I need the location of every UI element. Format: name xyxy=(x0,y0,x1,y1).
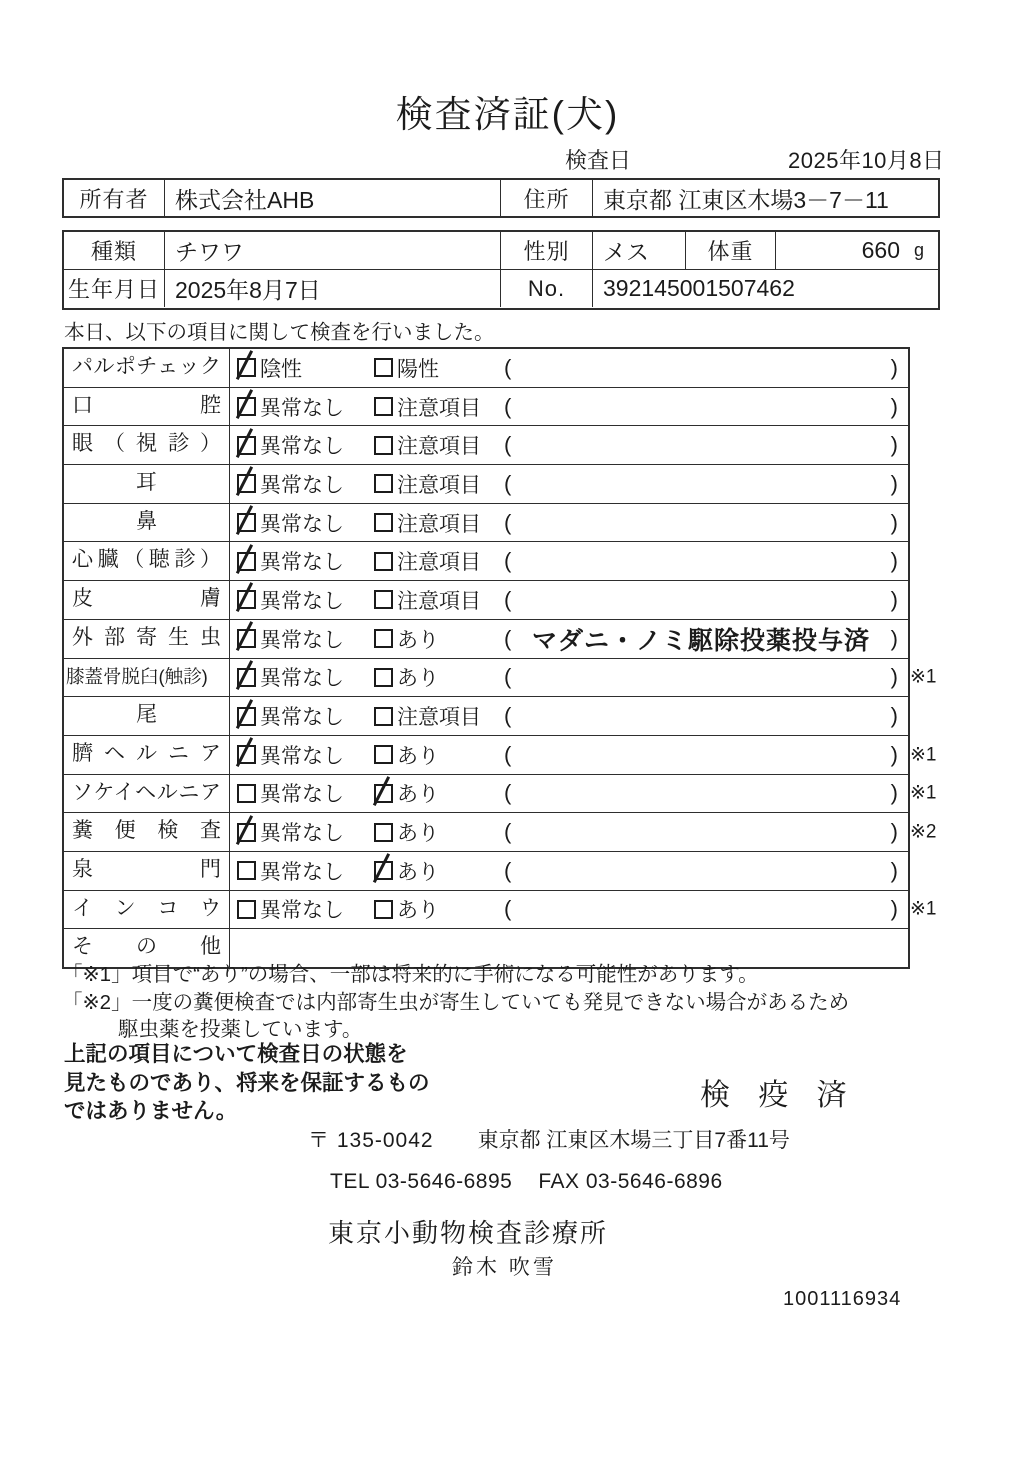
option-group-1 xyxy=(237,740,374,770)
row-content xyxy=(230,736,908,774)
row-label: 心臓（聴診） xyxy=(64,542,230,580)
option-2-label: あり xyxy=(397,667,439,691)
option-1-label: 異常なし xyxy=(260,860,344,884)
remarks-field xyxy=(504,621,908,657)
option-2-label: 陽性 xyxy=(397,357,439,381)
option-group-1 xyxy=(237,546,374,576)
dob-label: 生年月日 xyxy=(64,270,165,307)
option-group-2 xyxy=(374,701,504,731)
intro-text: 本日、以下の項目に関して検査を行いました。 xyxy=(64,321,495,344)
checkbox-option-1 xyxy=(237,629,256,648)
close-paren: ) xyxy=(890,857,898,883)
row-content xyxy=(230,620,908,658)
row-label: 外部寄生虫 xyxy=(64,620,230,658)
row-content xyxy=(230,426,908,464)
open-paren: ( xyxy=(504,741,512,767)
row-content xyxy=(230,659,908,697)
checklist-row xyxy=(64,736,937,775)
close-paren: ) xyxy=(890,354,898,380)
footnote-2: 「※2」一度の糞便検査では内部寄生虫が寄生していても発見できない場合があるため xyxy=(62,991,850,1014)
option-group-2 xyxy=(374,856,504,886)
close-paren: ) xyxy=(890,393,898,419)
open-paren: ( xyxy=(504,586,512,612)
checklist-row xyxy=(64,852,908,891)
checkbox-option-2 xyxy=(374,590,393,609)
row-label: その他 xyxy=(64,929,230,967)
checklist-row xyxy=(64,620,908,659)
remarks-field xyxy=(504,819,908,845)
option-group-1 xyxy=(237,701,374,731)
sex-label: 性別 xyxy=(501,232,593,269)
option-group-2 xyxy=(374,546,504,576)
checkbox-option-1 xyxy=(237,436,256,455)
remarks-field xyxy=(504,664,908,690)
open-paren: ( xyxy=(504,780,512,806)
row-label: 膝蓋骨脱臼(触診) xyxy=(64,659,230,697)
checkbox-option-2 xyxy=(374,436,393,455)
close-paren: ) xyxy=(890,548,898,574)
open-paren: ( xyxy=(504,625,512,651)
close-paren: ) xyxy=(890,741,898,767)
row-content xyxy=(230,581,908,619)
owner-value: 株式会社AHB xyxy=(165,180,501,217)
checkbox-option-2 xyxy=(374,823,393,842)
option-group-1 xyxy=(237,624,374,654)
option-group-1 xyxy=(237,430,374,460)
checkbox-option-2 xyxy=(374,900,393,919)
checklist-row xyxy=(64,349,908,388)
row-label: 泉門 xyxy=(64,852,230,890)
row-label: 鼻 xyxy=(64,504,230,542)
option-2-label: 注意項目 xyxy=(397,512,481,536)
checklist-table xyxy=(62,347,937,969)
row-note: ※1 xyxy=(910,666,937,688)
checkbox-option-2 xyxy=(374,513,393,532)
remarks-field xyxy=(504,355,908,381)
clinic-tel-line xyxy=(330,1170,723,1194)
checklist-row xyxy=(64,659,937,698)
row-content xyxy=(230,542,908,580)
weight-value-cell xyxy=(776,232,938,269)
checklist-row xyxy=(64,581,908,620)
option-2-label: あり xyxy=(397,783,439,807)
breed-label: 種類 xyxy=(64,232,165,269)
open-paren: ( xyxy=(504,857,512,883)
option-2-label: あり xyxy=(397,744,439,768)
close-paren: ) xyxy=(890,509,898,535)
close-paren: ) xyxy=(890,703,898,729)
row-content xyxy=(230,504,908,542)
checklist-row xyxy=(64,697,908,736)
open-paren: ( xyxy=(504,393,512,419)
breed-value: チワワ xyxy=(165,232,501,269)
checkbox-option-2 xyxy=(374,784,393,803)
row-note: ※2 xyxy=(910,821,937,843)
checkbox-option-2 xyxy=(374,358,393,377)
option-group-1 xyxy=(237,469,374,499)
checkbox-option-2 xyxy=(374,707,393,726)
checkbox-option-1 xyxy=(237,552,256,571)
footnote-2-cont: 駆虫薬を投薬しています。 xyxy=(118,1018,363,1041)
remarks-field xyxy=(504,394,908,420)
option-2-label: 注意項目 xyxy=(397,396,481,420)
page-title: 検査済証(犬) xyxy=(395,94,620,135)
address-value: 東京都 江東区木場3－7－11 xyxy=(603,187,889,213)
owner-info-table xyxy=(62,178,940,218)
row-label: 耳 xyxy=(64,465,230,503)
checklist-row xyxy=(64,542,908,581)
close-paren: ) xyxy=(890,896,898,922)
close-paren: ) xyxy=(890,819,898,845)
footnote-1: 「※1」項目で“あり”の場合、一部は将来的に手術になる可能性があります。 xyxy=(62,963,759,986)
row-content xyxy=(230,813,908,851)
close-paren: ) xyxy=(890,432,898,458)
remarks-field xyxy=(504,703,908,729)
option-2-label: 注意項目 xyxy=(397,551,481,575)
open-paren: ( xyxy=(504,354,512,380)
row-label: 臍ヘルニア xyxy=(64,736,230,774)
option-group-2 xyxy=(374,469,504,499)
option-2-label: 注意項目 xyxy=(397,473,481,497)
checkbox-option-2 xyxy=(374,474,393,493)
disclaimer-line-3: ではありません。 xyxy=(64,1099,238,1123)
option-group-1 xyxy=(237,585,374,615)
checkbox-option-1 xyxy=(237,397,256,416)
checklist-row xyxy=(64,465,908,504)
option-1-label: 異常なし xyxy=(260,628,344,652)
checklist-row xyxy=(64,891,937,930)
checkbox-option-1 xyxy=(237,900,256,919)
row-label: パルポチェック xyxy=(64,349,230,387)
checkbox-option-1 xyxy=(237,513,256,532)
open-paren: ( xyxy=(504,548,512,574)
remarks-field xyxy=(504,742,908,768)
row-content xyxy=(230,891,908,929)
checkbox-option-2 xyxy=(374,745,393,764)
option-group-2 xyxy=(374,624,504,654)
document-number: 1001116934 xyxy=(783,1288,902,1310)
no-value: 392145001507462 xyxy=(603,275,795,301)
checkbox-option-1 xyxy=(237,861,256,880)
disclaimer xyxy=(64,1040,430,1126)
option-1-label: 異常なし xyxy=(260,899,344,923)
checkbox-option-1 xyxy=(237,474,256,493)
inspection-date-label: 検査日 xyxy=(565,148,632,173)
postal-code: 〒 135-0042 xyxy=(308,1129,434,1152)
checkbox-option-1 xyxy=(237,590,256,609)
option-1-label: 異常なし xyxy=(260,744,344,768)
close-paren: ) xyxy=(890,625,898,651)
option-group-2 xyxy=(374,778,504,808)
option-group-1 xyxy=(237,856,374,886)
option-group-2 xyxy=(374,508,504,538)
weight-value: 660 xyxy=(861,237,900,263)
open-paren: ( xyxy=(504,664,512,690)
checkbox-option-1 xyxy=(237,707,256,726)
row-note: ※1 xyxy=(910,782,937,804)
remarks-field xyxy=(504,896,908,922)
clinic-postal-line xyxy=(308,1124,790,1154)
option-1-label: 異常なし xyxy=(260,512,344,536)
veterinarian-name: 鈴木 吹雪 xyxy=(452,1256,557,1279)
option-1-label: 異常なし xyxy=(260,822,344,846)
address-label: 住所 xyxy=(501,180,593,217)
disclaimer-line-1: 上記の項目について検査日の状態を xyxy=(64,1042,408,1066)
row-content xyxy=(230,697,908,735)
option-1-label: 異常なし xyxy=(260,706,344,730)
disclaimer-line-2: 見たものであり、将来を保証するもの xyxy=(64,1070,430,1095)
clinic-tel: TEL 03-5646-6895 xyxy=(330,1170,513,1193)
open-paren: ( xyxy=(504,509,512,535)
option-group-1 xyxy=(237,508,374,538)
option-1-label: 異常なし xyxy=(260,667,344,691)
row-label: ソケイヘルニア xyxy=(64,775,230,813)
option-1-label: 異常なし xyxy=(260,473,344,497)
option-1-label: 陰性 xyxy=(260,357,302,381)
checkbox-option-2 xyxy=(374,397,393,416)
no-label: No. xyxy=(501,270,593,307)
option-1-label: 異常なし xyxy=(260,435,344,459)
option-group-2 xyxy=(374,740,504,770)
option-group-1 xyxy=(237,894,374,924)
open-paren: ( xyxy=(504,819,512,845)
option-group-2 xyxy=(374,662,504,692)
row-label: インコウ xyxy=(64,891,230,929)
checklist-row xyxy=(64,813,937,852)
row-label: 口腔 xyxy=(64,388,230,426)
row-content xyxy=(230,775,908,813)
remarks-field xyxy=(504,548,908,574)
close-paren: ) xyxy=(890,780,898,806)
clinic-fax: FAX 03-5646-6896 xyxy=(538,1170,723,1193)
option-2-label: あり xyxy=(397,860,439,884)
option-1-label: 異常なし xyxy=(260,783,344,807)
remarks-text: マダニ・ノミ駆除投薬投与済 xyxy=(531,626,870,655)
weight-label: 体重 xyxy=(686,232,776,269)
close-paren: ) xyxy=(890,470,898,496)
option-2-label: 注意項目 xyxy=(397,435,481,459)
row-content xyxy=(230,465,908,503)
quarantine-stamp: 検 疫 済 xyxy=(700,1079,857,1112)
row-label: 眼（視診） xyxy=(64,426,230,464)
option-2-label: あり xyxy=(397,899,439,923)
open-paren: ( xyxy=(504,432,512,458)
checklist-row xyxy=(64,426,908,465)
option-group-1 xyxy=(237,353,374,383)
checkbox-option-2 xyxy=(374,668,393,687)
remarks-field xyxy=(504,471,908,497)
sex-value: メス xyxy=(593,232,686,269)
option-2-label: 注意項目 xyxy=(397,706,481,730)
row-content xyxy=(230,852,908,890)
open-paren: ( xyxy=(504,896,512,922)
option-1-label: 異常なし xyxy=(260,589,344,613)
row-label: 皮膚 xyxy=(64,581,230,619)
checklist-row xyxy=(64,504,908,543)
row-content xyxy=(230,388,908,426)
checkbox-option-1 xyxy=(237,823,256,842)
checkbox-option-2 xyxy=(374,861,393,880)
option-group-1 xyxy=(237,662,374,692)
close-paren: ) xyxy=(890,664,898,690)
row-label: 尾 xyxy=(64,697,230,735)
option-group-2 xyxy=(374,353,504,383)
checkbox-option-2 xyxy=(374,552,393,571)
dob-value: 2025年8月7日 xyxy=(165,270,501,307)
option-group-2 xyxy=(374,817,504,847)
remarks-field xyxy=(504,432,908,458)
owner-label: 所有者 xyxy=(64,180,165,217)
open-paren: ( xyxy=(504,470,512,496)
close-paren: ) xyxy=(890,586,898,612)
checkbox-option-1 xyxy=(237,668,256,687)
row-note: ※1 xyxy=(910,898,937,920)
option-1-label: 異常なし xyxy=(260,551,344,575)
clinic-address: 東京都 江東区木場三丁目7番11号 xyxy=(477,1129,790,1152)
checkbox-option-1 xyxy=(237,358,256,377)
row-content xyxy=(230,349,908,387)
remarks-field xyxy=(504,858,908,884)
open-paren: ( xyxy=(504,703,512,729)
row-note: ※1 xyxy=(910,744,937,766)
option-group-2 xyxy=(374,430,504,460)
checklist-row xyxy=(64,775,937,814)
checkbox-option-1 xyxy=(237,745,256,764)
remarks-field xyxy=(504,780,908,806)
option-2-label: あり xyxy=(397,628,439,652)
checkbox-option-1 xyxy=(237,784,256,803)
option-group-2 xyxy=(374,585,504,615)
option-group-2 xyxy=(374,894,504,924)
option-group-2 xyxy=(374,392,504,422)
option-1-label: 異常なし xyxy=(260,396,344,420)
row-label: 糞便検査 xyxy=(64,813,230,851)
option-group-1 xyxy=(237,392,374,422)
remarks-field xyxy=(504,587,908,613)
weight-unit: g xyxy=(913,240,924,260)
animal-info-table xyxy=(62,230,940,310)
option-group-1 xyxy=(237,817,374,847)
checkbox-option-2 xyxy=(374,629,393,648)
option-2-label: 注意項目 xyxy=(397,589,481,613)
remarks-field xyxy=(504,510,908,536)
option-group-1 xyxy=(237,778,374,808)
checklist-row xyxy=(64,388,908,427)
inspection-date-value: 2025年10月8日 xyxy=(788,148,945,173)
option-2-label: あり xyxy=(397,822,439,846)
clinic-name: 東京小動物検査診療所 xyxy=(328,1218,609,1248)
